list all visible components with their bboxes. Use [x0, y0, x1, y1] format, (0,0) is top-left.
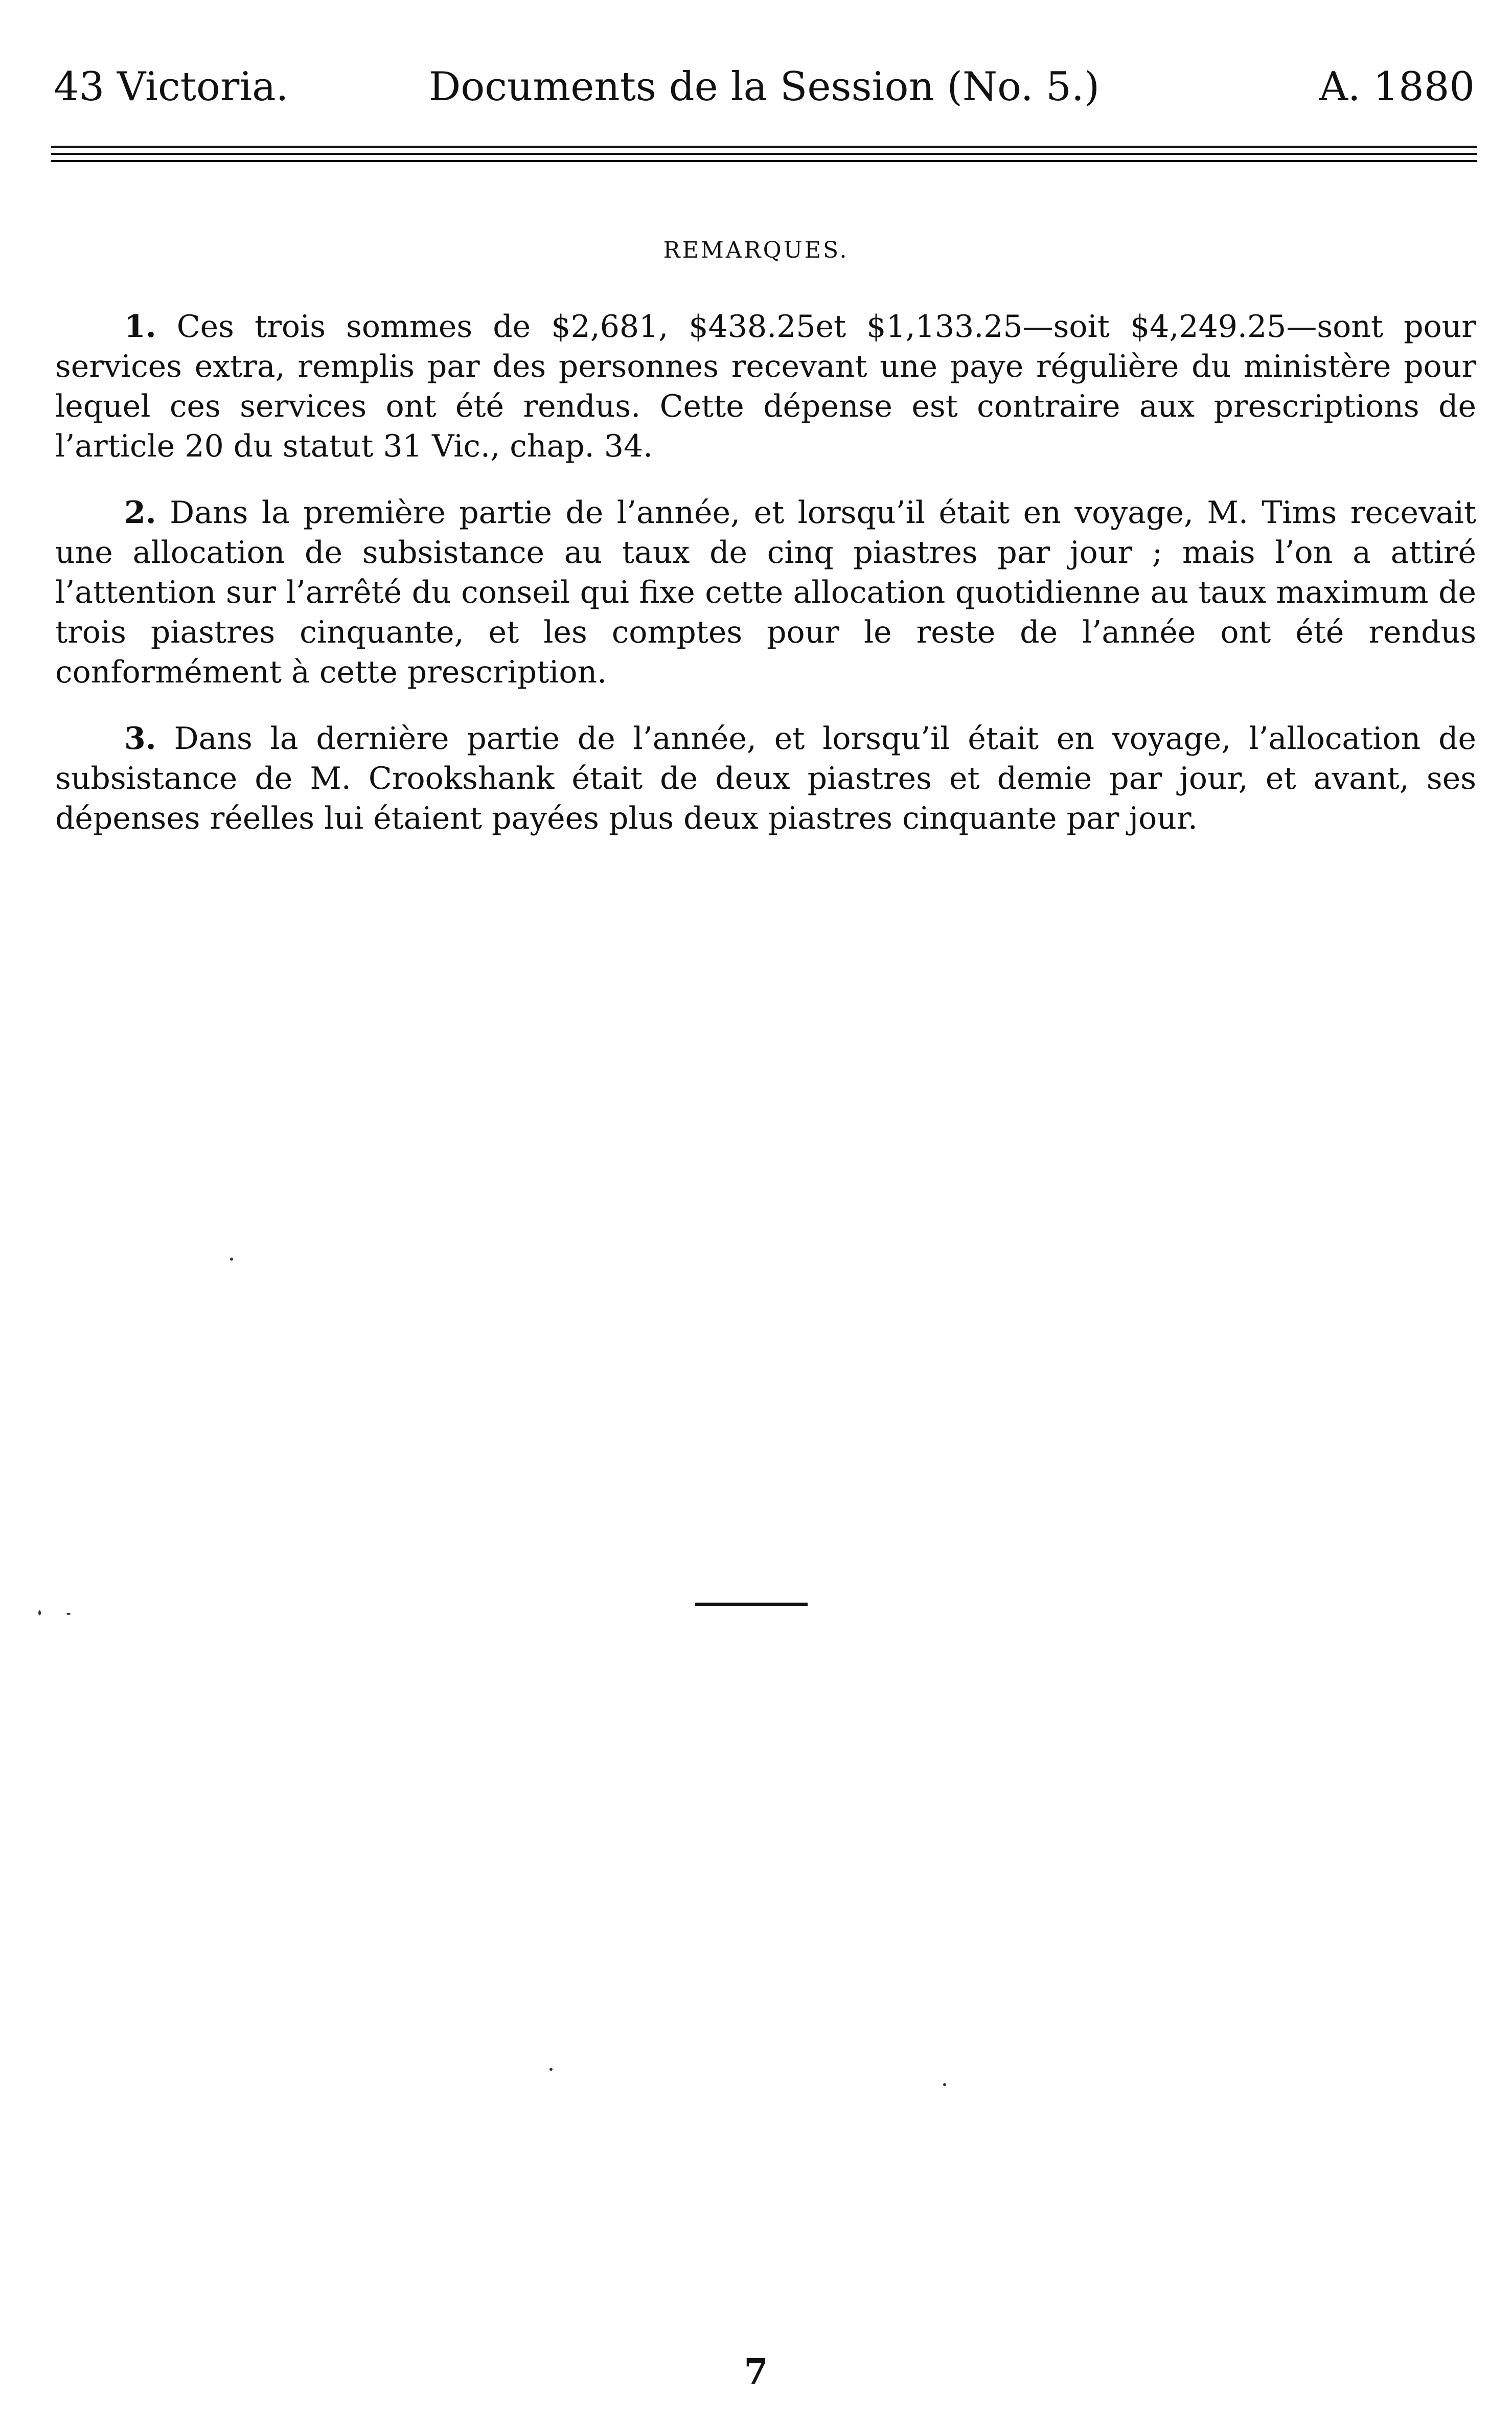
remark-text: Dans la première partie de l’année, et lorsqu’il était en voyage, M. Tims recevait une allocation de subsistance au taux de cinq piastres par jour ; mais l’on a attiré l’attention sur l’arrêté du conseil qui fixe cette allocation quotidienne au taux maximum de trois piastres cinquante, et les comptes pour le reste de l’année ont été rendus conformément à cette prescription. — [55, 495, 1476, 690]
header-rule-line-bottom — [51, 160, 1477, 162]
print-speck — [66, 1613, 71, 1615]
remark-item — [55, 719, 1476, 838]
closing-rule — [695, 1603, 808, 1606]
print-speck — [943, 2083, 946, 2086]
print-speck — [230, 1258, 233, 1261]
remark-text: Dans la dernière partie de l’année, et lorsqu’il était en voyage, l’allocation de subsistance de M. Crookshank était de deux piastres et demie par jour, et avant, ses dépenses réelles lui étaient payées plus deux piastres cinquante par jour. — [55, 721, 1476, 836]
remarks-list — [55, 307, 1476, 865]
remark-number: 1. — [124, 309, 156, 345]
remark-number: 2. — [124, 495, 156, 531]
remark-item — [55, 307, 1476, 466]
header-rule — [51, 146, 1477, 166]
header-document-title: Documents de la Session (No. 5.) — [428, 64, 1100, 110]
page-header — [54, 56, 1475, 118]
remark-number: 3. — [124, 721, 156, 757]
header-year: A. 1880 — [1319, 64, 1475, 110]
section-title: REMARQUES. — [663, 237, 849, 263]
remark-text: Ces trois sommes de $2,681, $438.25et $1,133.25—soit $4,249.25—sont pour services extra, remplis par des personnes recevant une paye régulière du ministère pour lequel ces services ont été rendus. Cette dépense est contraire aux prescriptions de l’article 20 du statut 31 Vic., chap. 34. — [55, 309, 1476, 464]
header-volume: 43 Victoria. — [54, 64, 289, 110]
header-rule-line-middle — [51, 153, 1477, 155]
header-rule-line-top — [51, 146, 1477, 148]
print-speck — [38, 1610, 41, 1615]
page-number: 7 — [744, 2352, 768, 2392]
print-speck — [549, 2068, 553, 2071]
remark-item — [55, 493, 1476, 692]
